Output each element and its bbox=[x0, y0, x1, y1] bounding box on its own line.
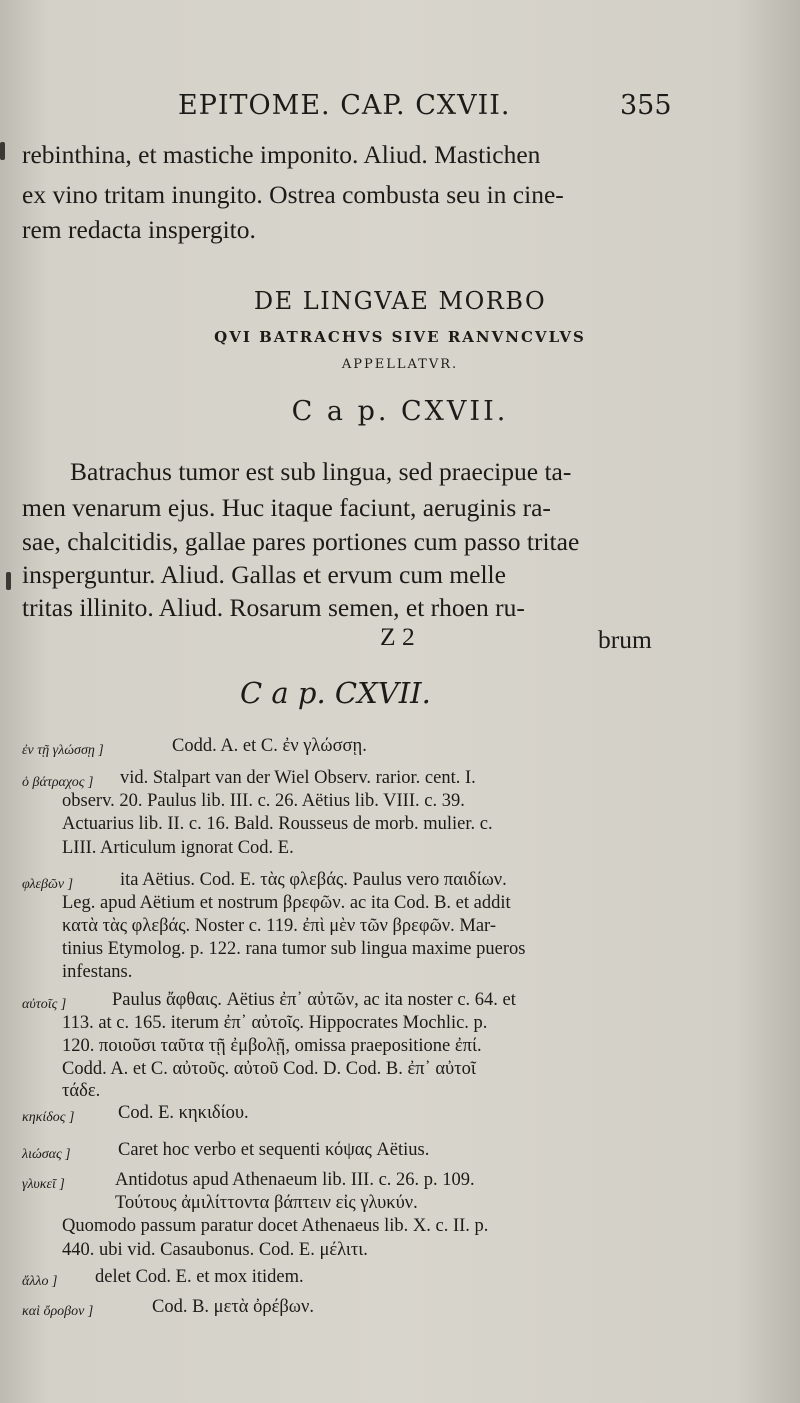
note-lemma bbox=[22, 1270, 57, 1291]
note-lemma-text: αὐτοῖς ] bbox=[22, 997, 67, 1012]
note-lemma bbox=[22, 1106, 74, 1127]
signature-mark: Z 2 bbox=[380, 622, 415, 651]
note-lemma bbox=[22, 739, 104, 760]
note-lemma bbox=[22, 1143, 71, 1164]
text-line: sae, chalcitidis, gallae pares portiones cum passo tritae bbox=[22, 527, 580, 556]
note-lemma bbox=[22, 1300, 93, 1321]
note-line: ita Aëtius. Cod. E. τὰς φλεβάς. Paulus vero παιδίων. bbox=[120, 870, 507, 890]
text-line: rebinthina, et mastiche imponito. Aliud. Mastichen bbox=[22, 140, 541, 169]
notes-heading: C a p. CXVII. bbox=[240, 676, 431, 710]
note-line: Paulus ἄφθαις. Aëtius ἐπ᾽ αὐτῶν, ac ita noster c. 64. et bbox=[112, 990, 516, 1010]
note-line: Cod. E. κηκιδίου. bbox=[118, 1103, 249, 1123]
section-subtitle: QVI BATRACHVS SIVE RANVNCVLVS bbox=[214, 328, 586, 346]
text-line: insperguntur. Aliud. Gallas et ervum cum melle bbox=[22, 560, 506, 589]
note-line: 113. at c. 165. iterum ἐπ᾽ αὐτοῖς. Hippocrates Mochlic. p. bbox=[62, 1013, 488, 1033]
catchword: brum bbox=[598, 625, 652, 654]
chapter-heading: C a p. CXVII. bbox=[291, 396, 509, 427]
note-line: observ. 20. Paulus lib. III. c. 26. Aëtius lib. VIII. c. 39. bbox=[62, 791, 465, 811]
note-lemma bbox=[22, 993, 66, 1014]
note-line: 120. ποιοῦσι ταῦτα τῇ ἐμβολῇ, omissa praepositione ἐπί. bbox=[62, 1036, 482, 1056]
text-line: Batrachus tumor est sub lingua, sed praecipue ta- bbox=[70, 457, 572, 486]
note-lemma bbox=[22, 873, 73, 894]
note-line: LIII. Articulum ignorat Cod. E. bbox=[62, 838, 294, 858]
note-lemma bbox=[22, 1173, 65, 1194]
note-line: Codd. A. et C. ἐν γλώσσῃ. bbox=[172, 736, 367, 756]
running-header bbox=[0, 90, 800, 130]
note-line: κατὰ τὰς φλεβάς. Noster c. 119. ἐπὶ μὲν τῶν βρεφῶν. Mar- bbox=[62, 916, 496, 936]
note-line: Τούτους ἀμιλίττοντα βάπτειν εἰς γλυκύν. bbox=[115, 1193, 418, 1213]
note-lemma-text: ὁ βάτραχος ] bbox=[22, 775, 94, 790]
note-lemma-text: κηκίδος ] bbox=[22, 1110, 75, 1125]
note-line: 440. ubi vid. Casaubonus. Cod. E. μέλιτι. bbox=[62, 1240, 368, 1260]
note-lemma-text: καὶ ὄροβον ] bbox=[22, 1304, 94, 1319]
note-line: Actuarius lib. II. c. 16. Bald. Rousseus de morb. mulier. c. bbox=[62, 814, 493, 834]
note-lemma-text: λιώσας ] bbox=[22, 1147, 71, 1162]
note-lemma-text: φλεβῶν ] bbox=[22, 877, 74, 892]
note-lemma bbox=[22, 771, 93, 792]
margin-mark bbox=[0, 142, 5, 160]
note-line: Cod. B. μετὰ ὀρέβων. bbox=[152, 1297, 314, 1317]
note-line: Codd. A. et C. αὐτοῦς. αὐτοῦ Cod. D. Cod. B. ἐπ᾽ αὐτοῖ bbox=[62, 1059, 476, 1079]
note-lemma-text: γλυκεῖ ] bbox=[22, 1177, 65, 1192]
running-title: EPITOME. CAP. CXVII. bbox=[178, 90, 511, 121]
margin-mark bbox=[6, 572, 11, 590]
note-line: Antidotus apud Athenaeum lib. III. c. 26. p. 109. bbox=[115, 1170, 475, 1190]
note-line: Quomodo passum paratur docet Athenaeus lib. X. c. II. p. bbox=[62, 1216, 489, 1236]
note-lemma-text: ἐν τῇ γλώσσῃ ] bbox=[22, 743, 104, 758]
text-line: men venarum ejus. Huc itaque faciunt, aeruginis ra- bbox=[22, 493, 551, 522]
note-line: delet Cod. E. et mox itidem. bbox=[95, 1267, 304, 1287]
text-line: tritas illinito. Aliud. Rosarum semen, et rhoen ru- bbox=[22, 593, 525, 622]
section-subtitle-2: APPELLATVR. bbox=[341, 357, 459, 372]
page-number: 355 bbox=[620, 90, 672, 121]
text-line: rem redacta inspergito. bbox=[22, 215, 256, 244]
note-line: τάδε. bbox=[62, 1081, 101, 1101]
note-line: Leg. apud Aëtium et nostrum βρεφῶν. ac ita Cod. B. et addit bbox=[62, 893, 511, 913]
note-line: tinius Etymolog. p. 122. rana tumor sub lingua maxime pueros bbox=[62, 939, 526, 959]
note-lemma-text: ἄλλο ] bbox=[22, 1274, 58, 1289]
section-title: DE LINGVAE MORBO bbox=[253, 287, 547, 315]
note-line: Caret hoc verbo et sequenti κόψας Aëtius. bbox=[118, 1140, 430, 1160]
text-line: ex vino tritam inungito. Ostrea combusta seu in cine- bbox=[22, 180, 564, 209]
note-line: infestans. bbox=[62, 962, 133, 982]
note-line: vid. Stalpart van der Wiel Observ. rarior. cent. I. bbox=[120, 768, 476, 788]
